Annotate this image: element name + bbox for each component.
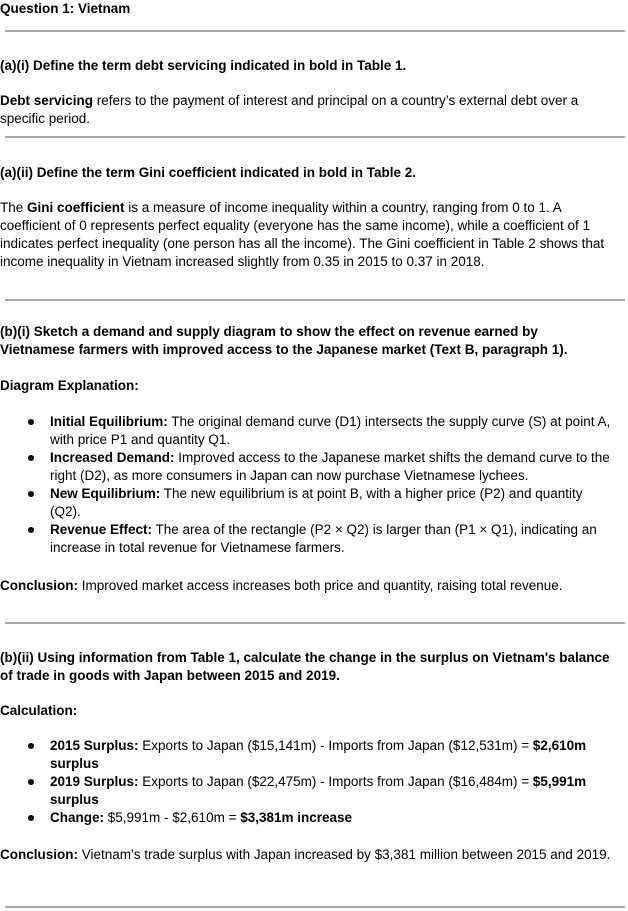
calculation-heading: Calculation: <box>0 703 78 718</box>
debt-servicing-definition: refers to the payment of interest and principal on a country’s external debt over a specific period. <box>0 93 579 126</box>
bullet-label: Revenue Effect: <box>50 522 153 537</box>
question-title: Question 1: Vietnam <box>0 1 131 16</box>
bullet-label: Initial Equilibrium: <box>50 414 168 429</box>
list-item <box>0 413 615 449</box>
bullet-result: $3,381m increase <box>240 810 353 825</box>
bullet-text: $5,991m - $2,610m = <box>104 810 241 825</box>
gini-definition: is a measure of income inequality within a country, ranging from 0 to 1. A coefficient of 0 represents perfect equality (everyone has the same income), while a coefficient of 1 indicates perfect inequality (one person has all the income). The Gini coefficient in Table 2 shows that income inequality in Vietnam increased slightly from 0.35 in 2015 to 0.37 in 2018. <box>0 200 605 269</box>
diagram-explanation-list <box>0 413 615 557</box>
bullet-icon <box>28 491 34 497</box>
conclusion-text: Vietnam’s trade surplus with Japan increased by $3,381 million between 2015 and 2019. <box>78 847 611 862</box>
conclusion-label: Conclusion: <box>0 578 78 593</box>
term-debt-servicing: Debt servicing <box>0 93 94 108</box>
term-gini-coefficient: Gini coefficient <box>27 200 125 215</box>
bullet-label: 2019 Surplus: <box>50 774 139 789</box>
diagram-explanation-heading: Diagram Explanation: <box>0 378 139 393</box>
bullet-icon <box>28 743 34 749</box>
divider <box>5 30 625 32</box>
bullet-icon <box>28 419 34 425</box>
bullet-label: New Equilibrium: <box>50 486 161 501</box>
list-item <box>0 773 615 809</box>
section-a-i-answer <box>0 92 615 128</box>
section-b-i-heading: (b)(i) Sketch a demand and supply diagram to show the effect on revenue earned by Vietnamese farmers with improved access to the Japanese market (Text B, paragraph 1). <box>0 324 568 357</box>
section-a-ii-heading: (a)(ii) Define the term Gini coefficient indicated in bold in Table 2. <box>0 165 417 180</box>
bullet-label: Change: <box>50 810 104 825</box>
bullet-icon <box>28 527 34 533</box>
bullet-text: The new equilibrium is at point B, with a higher price (P2) and quantity (Q2). <box>50 486 583 519</box>
gini-prefix: The <box>0 200 28 215</box>
list-item <box>0 809 615 827</box>
bullet-icon <box>28 779 34 785</box>
bullet-text: The area of the rectangle (P2 × Q2) is larger than (P1 × Q1), indicating an increase in total revenue for Vietnamese farmers. <box>50 522 597 555</box>
bullet-text: Exports to Japan ($22,475m) - Imports from Japan ($16,484m) = <box>138 774 533 789</box>
list-item <box>0 737 615 773</box>
bullet-label: Increased Demand: <box>50 450 175 465</box>
bullet-result: $2,610m surplus <box>50 738 587 771</box>
divider <box>5 906 625 908</box>
divider <box>5 299 625 301</box>
bullet-text: The original demand curve (D1) intersects the supply curve (S) at point A, with price P1 and quantity Q1. <box>50 414 611 447</box>
b-i-conclusion <box>0 577 615 595</box>
list-item <box>0 485 615 521</box>
section-b-ii-heading: (b)(ii) Using information from Table 1, calculate the change in the surplus on Vietnam's balance of trade in goods with Japan between 2015 and 2019. <box>0 650 610 683</box>
bullet-text: Exports to Japan ($15,141m) - Imports from Japan ($12,531m) = <box>138 738 533 753</box>
bullet-label: 2015 Surplus: <box>50 738 139 753</box>
bullet-icon <box>28 455 34 461</box>
list-item <box>0 449 615 485</box>
section-a-ii-answer <box>0 199 615 271</box>
section-a-i-heading: (a)(i) Define the term debt servicing indicated in bold in Table 1. <box>0 58 407 73</box>
list-item <box>0 521 615 557</box>
divider <box>5 622 625 624</box>
b-ii-conclusion <box>0 846 615 864</box>
bullet-text: Improved access to the Japanese market shifts the demand curve to the right (D2), as more consumers in Japan can now purchase Vietnamese lychees. <box>50 450 610 483</box>
calculation-list <box>0 737 615 827</box>
bullet-result: $5,991m surplus <box>50 774 587 807</box>
divider <box>5 136 625 138</box>
conclusion-text: Improved market access increases both price and quantity, raising total revenue. <box>78 578 563 593</box>
conclusion-label: Conclusion: <box>0 847 78 862</box>
bullet-icon <box>28 815 34 821</box>
